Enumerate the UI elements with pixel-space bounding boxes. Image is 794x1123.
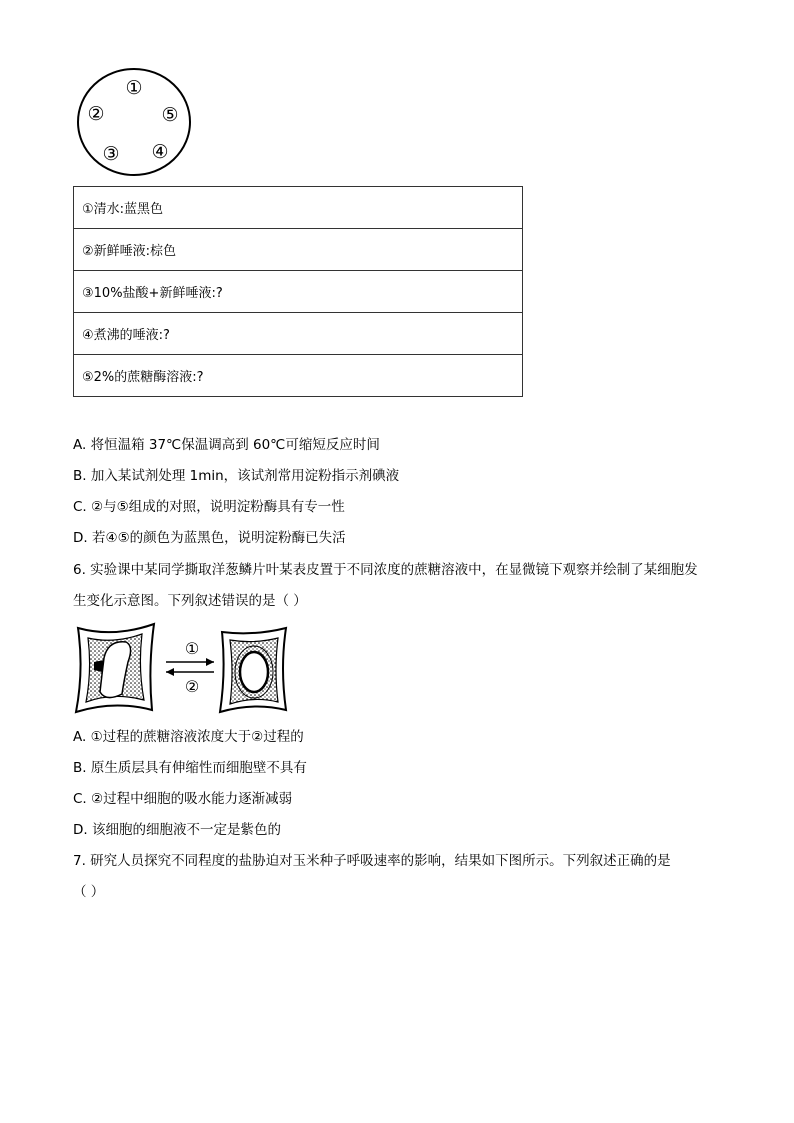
table-row	[74, 229, 523, 271]
table-cell: ②新鲜唾液:棕色	[74, 229, 523, 271]
q6-option-b: B. 原生质层具有伸缩性而细胞壁不具有	[73, 760, 307, 776]
q5-option-d: D. 若④⑤的颜色为蓝黑色，说明淀粉酶已失活	[73, 530, 346, 546]
well-label-5: ⑤	[161, 104, 179, 126]
table-row	[74, 187, 523, 229]
arrow-label-bottom: ②	[184, 677, 200, 696]
table-cell: ⑤2%的蔗糖酶溶液:?	[74, 355, 523, 397]
arrow-label-top: ①	[184, 639, 200, 658]
arrow-left-head	[166, 668, 174, 676]
well-label-3: ③	[102, 143, 120, 165]
q5-option-b: B. 加入某试剂处理 1min，该试剂常用淀粉指示剂碘液	[73, 468, 400, 484]
plasmolysis-figure	[74, 622, 294, 714]
table-row	[74, 355, 523, 397]
table-row	[74, 271, 523, 313]
arrow-right-head	[206, 658, 214, 666]
q6-stem-line1: 6. 实验课中某同学撕取洋葱鳞片叶某表皮置于不同浓度的蔗糖溶液中，在显微镜下观察并绘制了某细胞发	[73, 562, 698, 578]
q6-option-a: A. ①过程的蔗糖溶液浓度大于②过程的	[73, 729, 304, 745]
well-label-1: ①	[125, 77, 143, 99]
well-label-4: ④	[151, 141, 169, 163]
table-cell: ③10%盐酸+新鲜唾液:?	[74, 271, 523, 313]
table-row	[74, 313, 523, 355]
table-cell: ④煮沸的唾液:?	[74, 313, 523, 355]
well-label-2: ②	[87, 103, 105, 125]
q7-stem-line1: 7. 研究人员探究不同程度的盐胁迫对玉米种子呼吸速率的影响，结果如下图所示。下列叙述正确的是	[73, 853, 671, 869]
q5-option-c: C. ②与⑤组成的对照，说明淀粉酶具有专一性	[73, 499, 345, 515]
q6-option-d: D. 该细胞的细胞液不一定是紫色的	[73, 822, 281, 838]
petri-dish-figure	[76, 66, 196, 178]
q6-stem-line2: 生变化示意图。下列叙述错误的是（ ）	[73, 593, 307, 609]
results-table	[73, 186, 523, 397]
right-cell-vacuole	[240, 652, 268, 692]
q6-option-c: C. ②过程中细胞的吸水能力逐渐减弱	[73, 791, 293, 807]
q5-option-a: A. 将恒温箱 37℃保温调高到 60℃可缩短反应时间	[73, 437, 380, 453]
table-cell: ①清水:蓝黑色	[74, 187, 523, 229]
q7-stem-line2: （ ）	[73, 884, 105, 900]
